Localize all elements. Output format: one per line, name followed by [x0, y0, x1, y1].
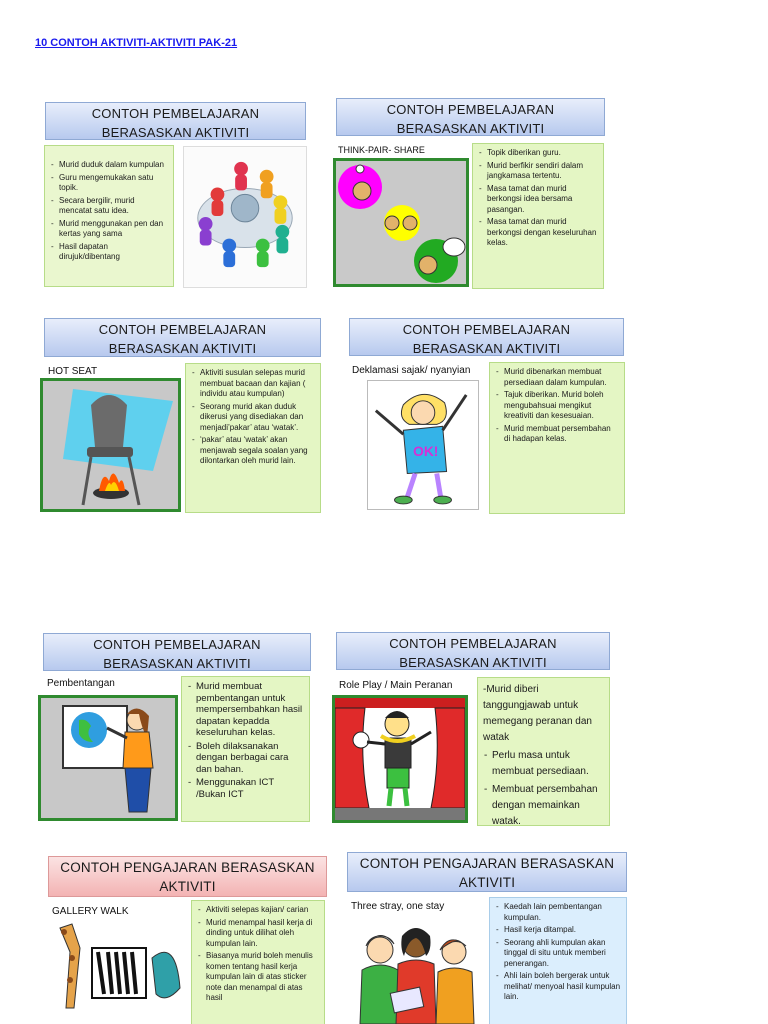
list-item: - Aktiviti selepas kajian/ carian [206, 905, 319, 916]
card-header-three-stray [347, 852, 627, 892]
header-line-2: BERASASKAN AKTIVITI [101, 125, 250, 140]
header-line-1: CONTOH PENGAJARAN BERASASKAN [359, 856, 615, 871]
card-subtitle: Three stray, one stay [351, 901, 445, 912]
card-points-box [489, 362, 625, 514]
header-line-1: CONTOH PEMBELAJARAN [98, 322, 267, 337]
list-item: - Hasil dapatan dirujuk/dibentang [59, 242, 168, 263]
card-header-round-table [45, 102, 306, 140]
header-line-2: AKTIVITI [458, 875, 516, 890]
header-line-2: AKTIVITI [159, 879, 216, 894]
svg-text:OK!: OK! [413, 443, 439, 459]
card-subtitle: Role Play / Main Peranan [339, 680, 453, 691]
card-header-role-play [336, 632, 610, 670]
card-points-box [477, 677, 610, 826]
list-item: - Biasanya murid boleh menulis komen tentang hasil kerja kumpulan lain di atas sticker note dan menampal di atas hasil [206, 951, 319, 1004]
header-line-1: CONTOH PEMBELAJARAN [93, 637, 261, 652]
list-item: - Ahli lain boleh bergerak untuk melihat/ menyoal hasil kumpulan lain. [504, 971, 621, 1003]
list-item: - ‘pakar’ atau ‘watak’ akan menjawab segala soalan yang dilontarkan oleh murid lain. [200, 435, 315, 467]
header-line-2: BERASASKAN AKTIVITI [412, 341, 561, 356]
document-title-link[interactable]: 10 CONTOH AKTIVITI-AKTIVITI PAK-21 [35, 37, 238, 49]
list-item: - Murid membuat persembahan di hadapan kelas. [504, 424, 619, 445]
card-subtitle: GALLERY WALK [52, 906, 129, 917]
header-line-2: BERASASKAN AKTIVITI [396, 121, 545, 136]
list-item: - Murid berfikir sendiri dalam jangkamasa tertentu. [487, 161, 598, 182]
list-item: - Hasil kerja ditampal. [504, 925, 621, 936]
list-item: - Secara bergilir, murid mencatat satu idea. [59, 196, 168, 217]
list-item: - Membuat persembahan dengan memainkan watak. [492, 782, 604, 830]
list-item: - Kaedah lain pembentangan kumpulan. [504, 902, 621, 923]
list-item: - Masa tamat dan murid berkongsi dengan keseluruhan kelas. [487, 217, 598, 249]
card-points-box [191, 900, 325, 1024]
list-item: - Seorang ahli kumpulan akan tinggal di situ untuk memberi penerangan. [504, 938, 621, 970]
list-item: - Masa tamat dan murid berkongsi idea bersama pasangan. [487, 184, 598, 216]
header-line-1: CONTOH PEMBELAJARAN [386, 102, 555, 117]
card-points-box [489, 897, 627, 1024]
card-intro-text: -Murid diberi tanggungjawab untuk memegang peranan dan watak [483, 684, 592, 743]
think-pair-share-image [333, 158, 469, 287]
list-item: - Aktiviti susulan selepas murid membuat bacaan dan kajian ( individu atau kumpulan) [200, 368, 315, 400]
header-line-1: CONTOH PENGAJARAN BERASASKAN [60, 860, 315, 875]
list-item: - Boleh dilaksanakan dengan berbagai cara dan bahan. [196, 741, 304, 776]
card-header-think-pair-share [336, 98, 605, 136]
list-item: - Murid menampal hasil kerja di dinding untuk dilihat oleh kumpulan lain. [206, 918, 319, 950]
header-line-2: BERASASKAN AKTIVITI [103, 656, 251, 671]
header-line-1: CONTOH PEMBELAJARAN [91, 106, 260, 121]
card-header-deklamasi [349, 318, 624, 356]
card-subtitle: HOT SEAT [48, 366, 98, 377]
list-item: - Menggunakan ICT /Bukan ICT [196, 777, 304, 800]
list-item: - Topik diberikan guru. [487, 148, 598, 159]
round-table-image [183, 146, 307, 288]
card-points-box [44, 145, 174, 287]
card-subtitle: Pembentangan [47, 678, 115, 689]
card-header-pembentangan [43, 633, 311, 671]
hot-seat-image [40, 378, 181, 512]
card-points-box [472, 143, 604, 289]
list-item: - Guru mengemukakan satu topik. [59, 173, 168, 194]
header-line-1: CONTOH PEMBELAJARAN [402, 322, 571, 337]
list-item: - Perlu masa untuk membuat persediaan. [492, 748, 604, 780]
list-item: - Murid menggunakan pen dan kertas yang sama [59, 219, 168, 240]
presentation-image [38, 695, 178, 821]
card-header-hot-seat [44, 318, 321, 357]
list-item: - Murid membuat pembentangan untuk mempersembahkan hasil dapatan kepadda keseluruhan kelas. [196, 681, 304, 739]
list-item: - Tajuk diberikan. Murid boleh mengubahsuai mengikut kreativiti dan kesesuaian. [504, 390, 619, 422]
card-subtitle: THINK-PAIR- SHARE [338, 145, 425, 155]
header-line-2: BERASASKAN AKTIVITI [108, 341, 257, 356]
three-stray-image [352, 920, 480, 1024]
poem-recital-image [367, 380, 479, 510]
header-line-2: BERASASKAN AKTIVITI [399, 655, 547, 670]
list-item: - Murid duduk dalam kumpulan [59, 160, 168, 171]
card-header-gallery-walk [48, 856, 327, 897]
card-points-box [181, 676, 310, 822]
gallery-walk-image [52, 918, 184, 1024]
list-item: - Seorang murid akan duduk dikerusi yang disediakan dan menjadi’pakar’ atau ‘watak’. [200, 402, 315, 434]
header-line-1: CONTOH PEMBELAJARAN [389, 636, 557, 651]
card-subtitle: Deklamasi sajak/ nyanyian [352, 365, 471, 376]
list-item: - Murid dibenarkan membuat persediaan dalam kumpulan. [504, 367, 619, 388]
card-points-box [185, 363, 321, 513]
role-play-image [332, 695, 468, 823]
